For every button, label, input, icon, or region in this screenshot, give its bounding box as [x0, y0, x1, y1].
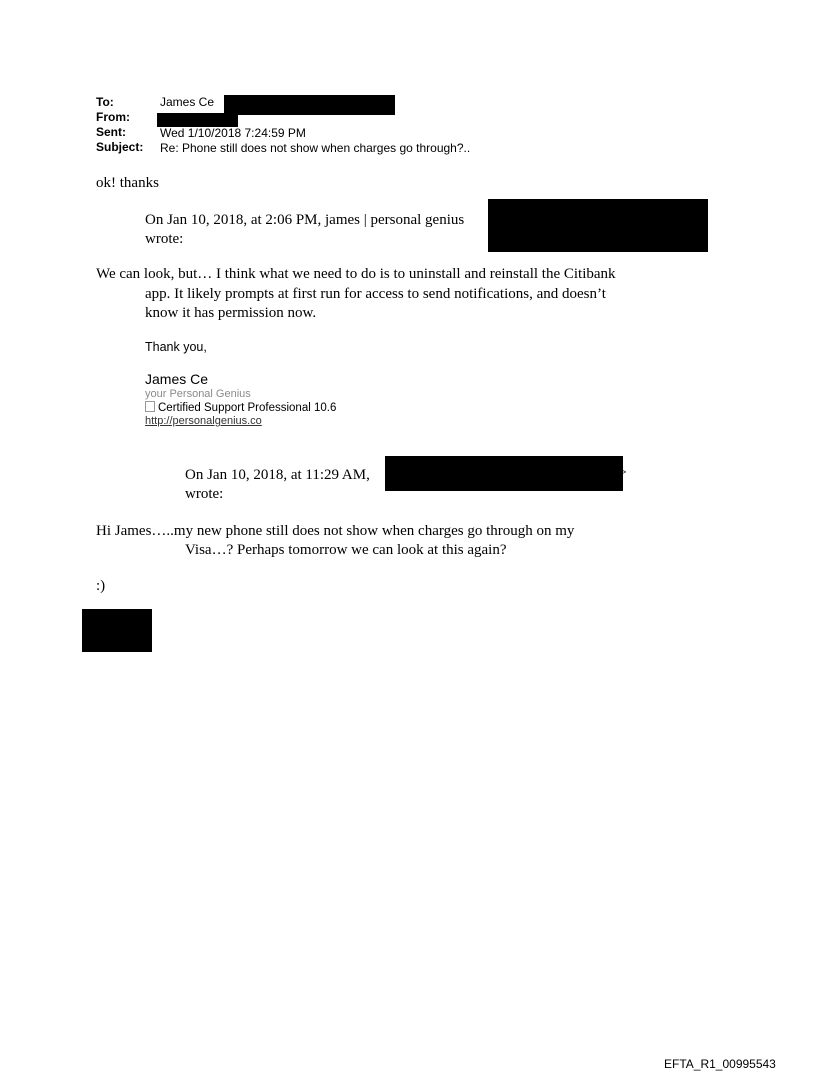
signature-cert: Certified Support Professional 10.6	[158, 402, 337, 414]
quote2-wrote: wrote:	[185, 486, 224, 502]
reply-text: ok! thanks	[96, 175, 159, 191]
redaction-to	[224, 95, 395, 115]
redaction-from	[157, 113, 238, 127]
quote1-body-line3: know it has permission now.	[145, 305, 317, 321]
to-value: James Ce	[160, 95, 215, 109]
sent-label: Sent:	[96, 125, 126, 139]
quote2-attribution: On Jan 10, 2018, at 11:29 AM,	[185, 467, 370, 483]
subject-label: Subject:	[96, 140, 144, 154]
redaction-signature	[82, 609, 152, 652]
from-label: From:	[96, 110, 130, 124]
signature-cert-line	[145, 401, 336, 414]
document-id: EFTA_R1_00995543	[664, 1057, 776, 1071]
quote1-attribution: On Jan 10, 2018, at 2:06 PM, james | personal genius	[145, 212, 465, 228]
quote2-attribution-tail: >	[621, 467, 627, 477]
quote1-wrote: wrote:	[145, 231, 184, 247]
signature-link[interactable]: http://personalgenius.co	[145, 415, 262, 427]
to-label: To:	[96, 95, 114, 109]
quote2-body-line1: Hi James…..my new phone still does not show when charges go through on my	[96, 523, 575, 539]
quote1-body-line2: app. It likely prompts at first run for access to send notifications, and doesn’t	[145, 286, 606, 302]
quote2-body-line2: Visa…? Perhaps tomorrow we can look at this again?	[185, 542, 507, 558]
subject-value: Re: Phone still does not show when charges go through?..	[160, 141, 471, 155]
quote2-closing: :)	[96, 578, 106, 594]
certificate-icon	[145, 401, 155, 412]
redaction-sender-email-2	[385, 456, 623, 491]
sent-value: Wed 1/10/2018 7:24:59 PM	[160, 126, 306, 140]
signature-tagline: your Personal Genius	[145, 388, 251, 400]
redaction-sender-email-1	[488, 199, 708, 252]
quote1-body-line1: We can look, but… I think what we need to do is to uninstall and reinstall the Citibank	[96, 266, 616, 282]
signature-name: James Ce	[145, 371, 209, 387]
signature-thanks: Thank you,	[145, 340, 207, 354]
